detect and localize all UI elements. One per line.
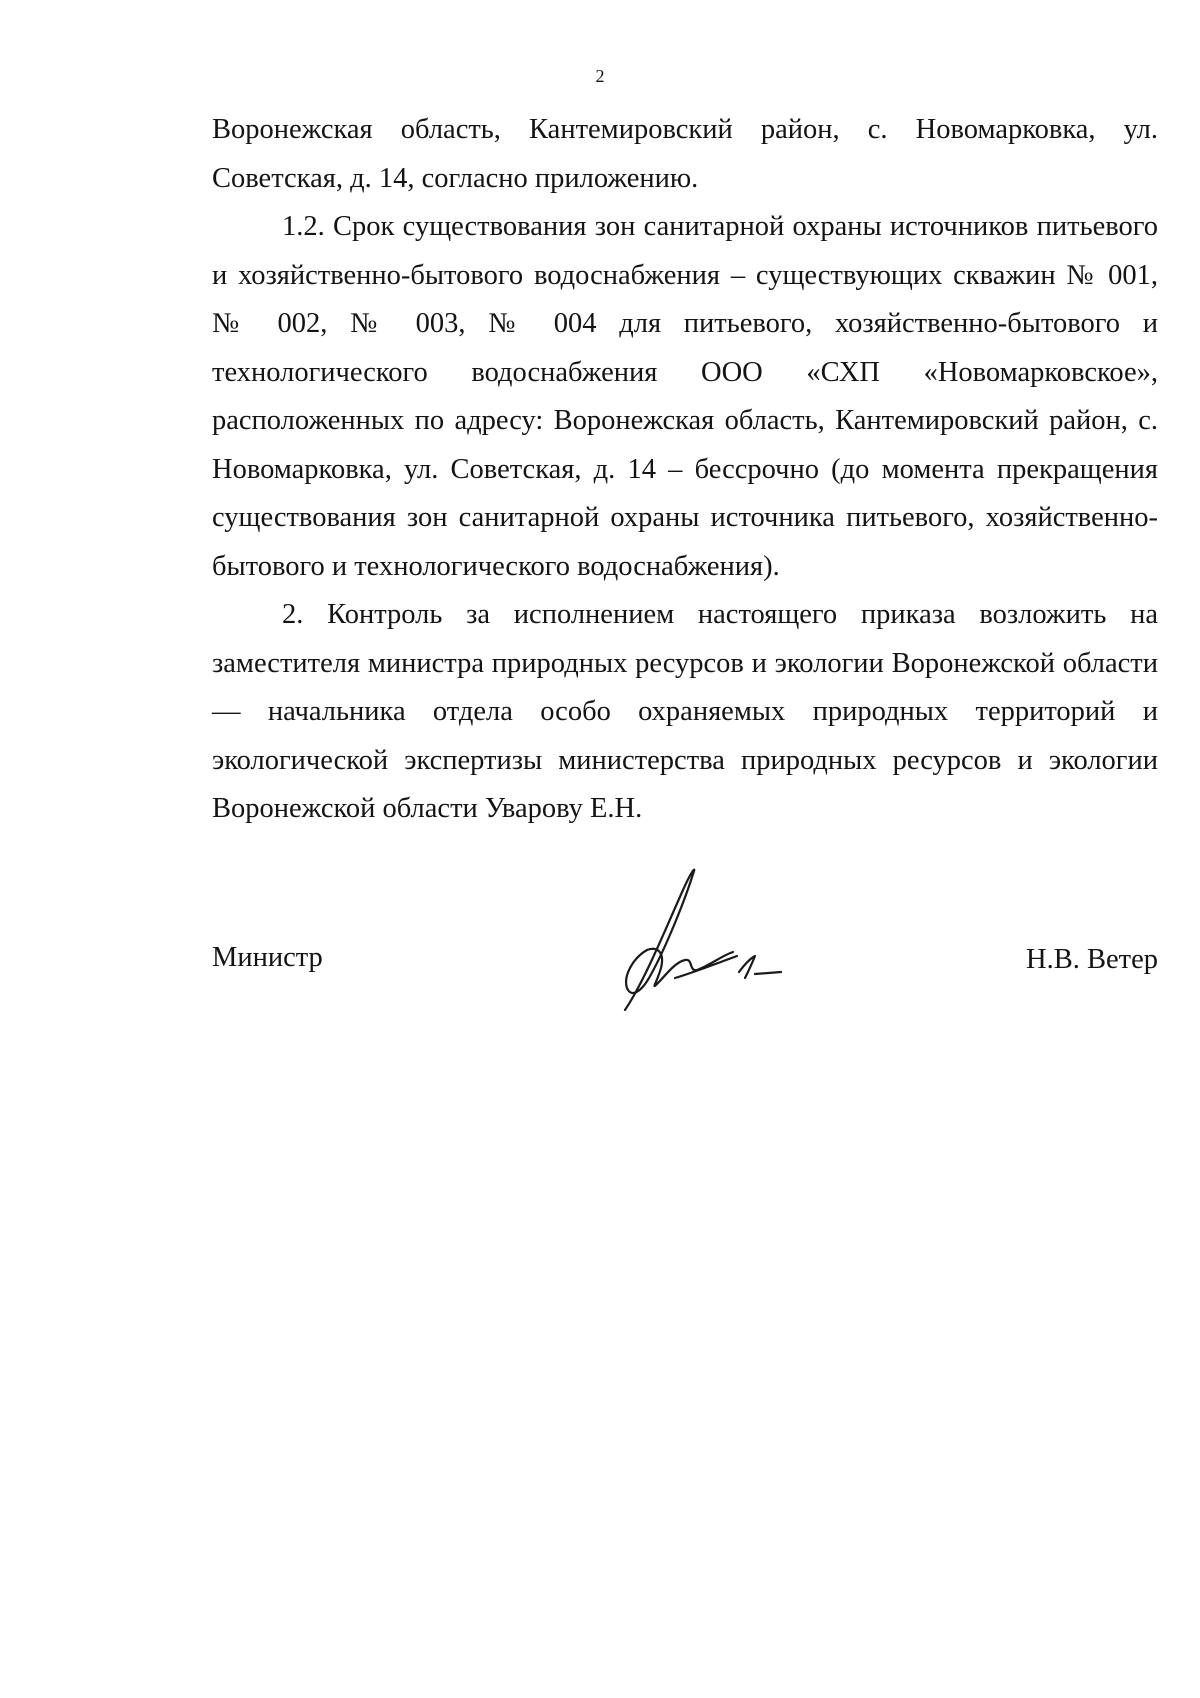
paragraph-2-control: 2. Контроль за исполнением настоящего приказа возложить на заместителя министра природных ресурсов и экологии Воронежской области — начальника отдела особо охраняемых природных территорий и экологической экспертизы министерства природных ресурсов и экологии Воронежской области Уварову Е.Н. [212, 599, 1158, 824]
document-body [212, 106, 1158, 834]
signatory-name: Н.В. Ветер [1026, 944, 1158, 975]
paragraph-address-continuation: Воронежская область, Кантемировский район, с. Новомарковка, ул. Советская, д. 14, согласно приложению. [212, 114, 1158, 194]
handwritten-signature [605, 860, 805, 1020]
signature-block [212, 860, 1158, 1020]
page-number: 2 [595, 66, 605, 86]
paragraph-1-2-term: 1.2. Срок существования зон санитарной охраны источников питьевого и хозяйственно-бытового водоснабжения – существующих скважин № 001, № 002, № 003, № 004 для питьевого, хозяйственно-бытового и технологического водоснабжения ООО «СХП «Новомарковское», расположенных по адресу: Воронежская область, Кантемировский район, с. Новомарковка, ул. Советская, д. 14 – бессрочно (до момента прекращения существования зон санитарной охраны источника питьевого, хозяйственно-бытового и технологического водоснабжения). [212, 211, 1158, 582]
signatory-title: Министр [212, 942, 323, 973]
